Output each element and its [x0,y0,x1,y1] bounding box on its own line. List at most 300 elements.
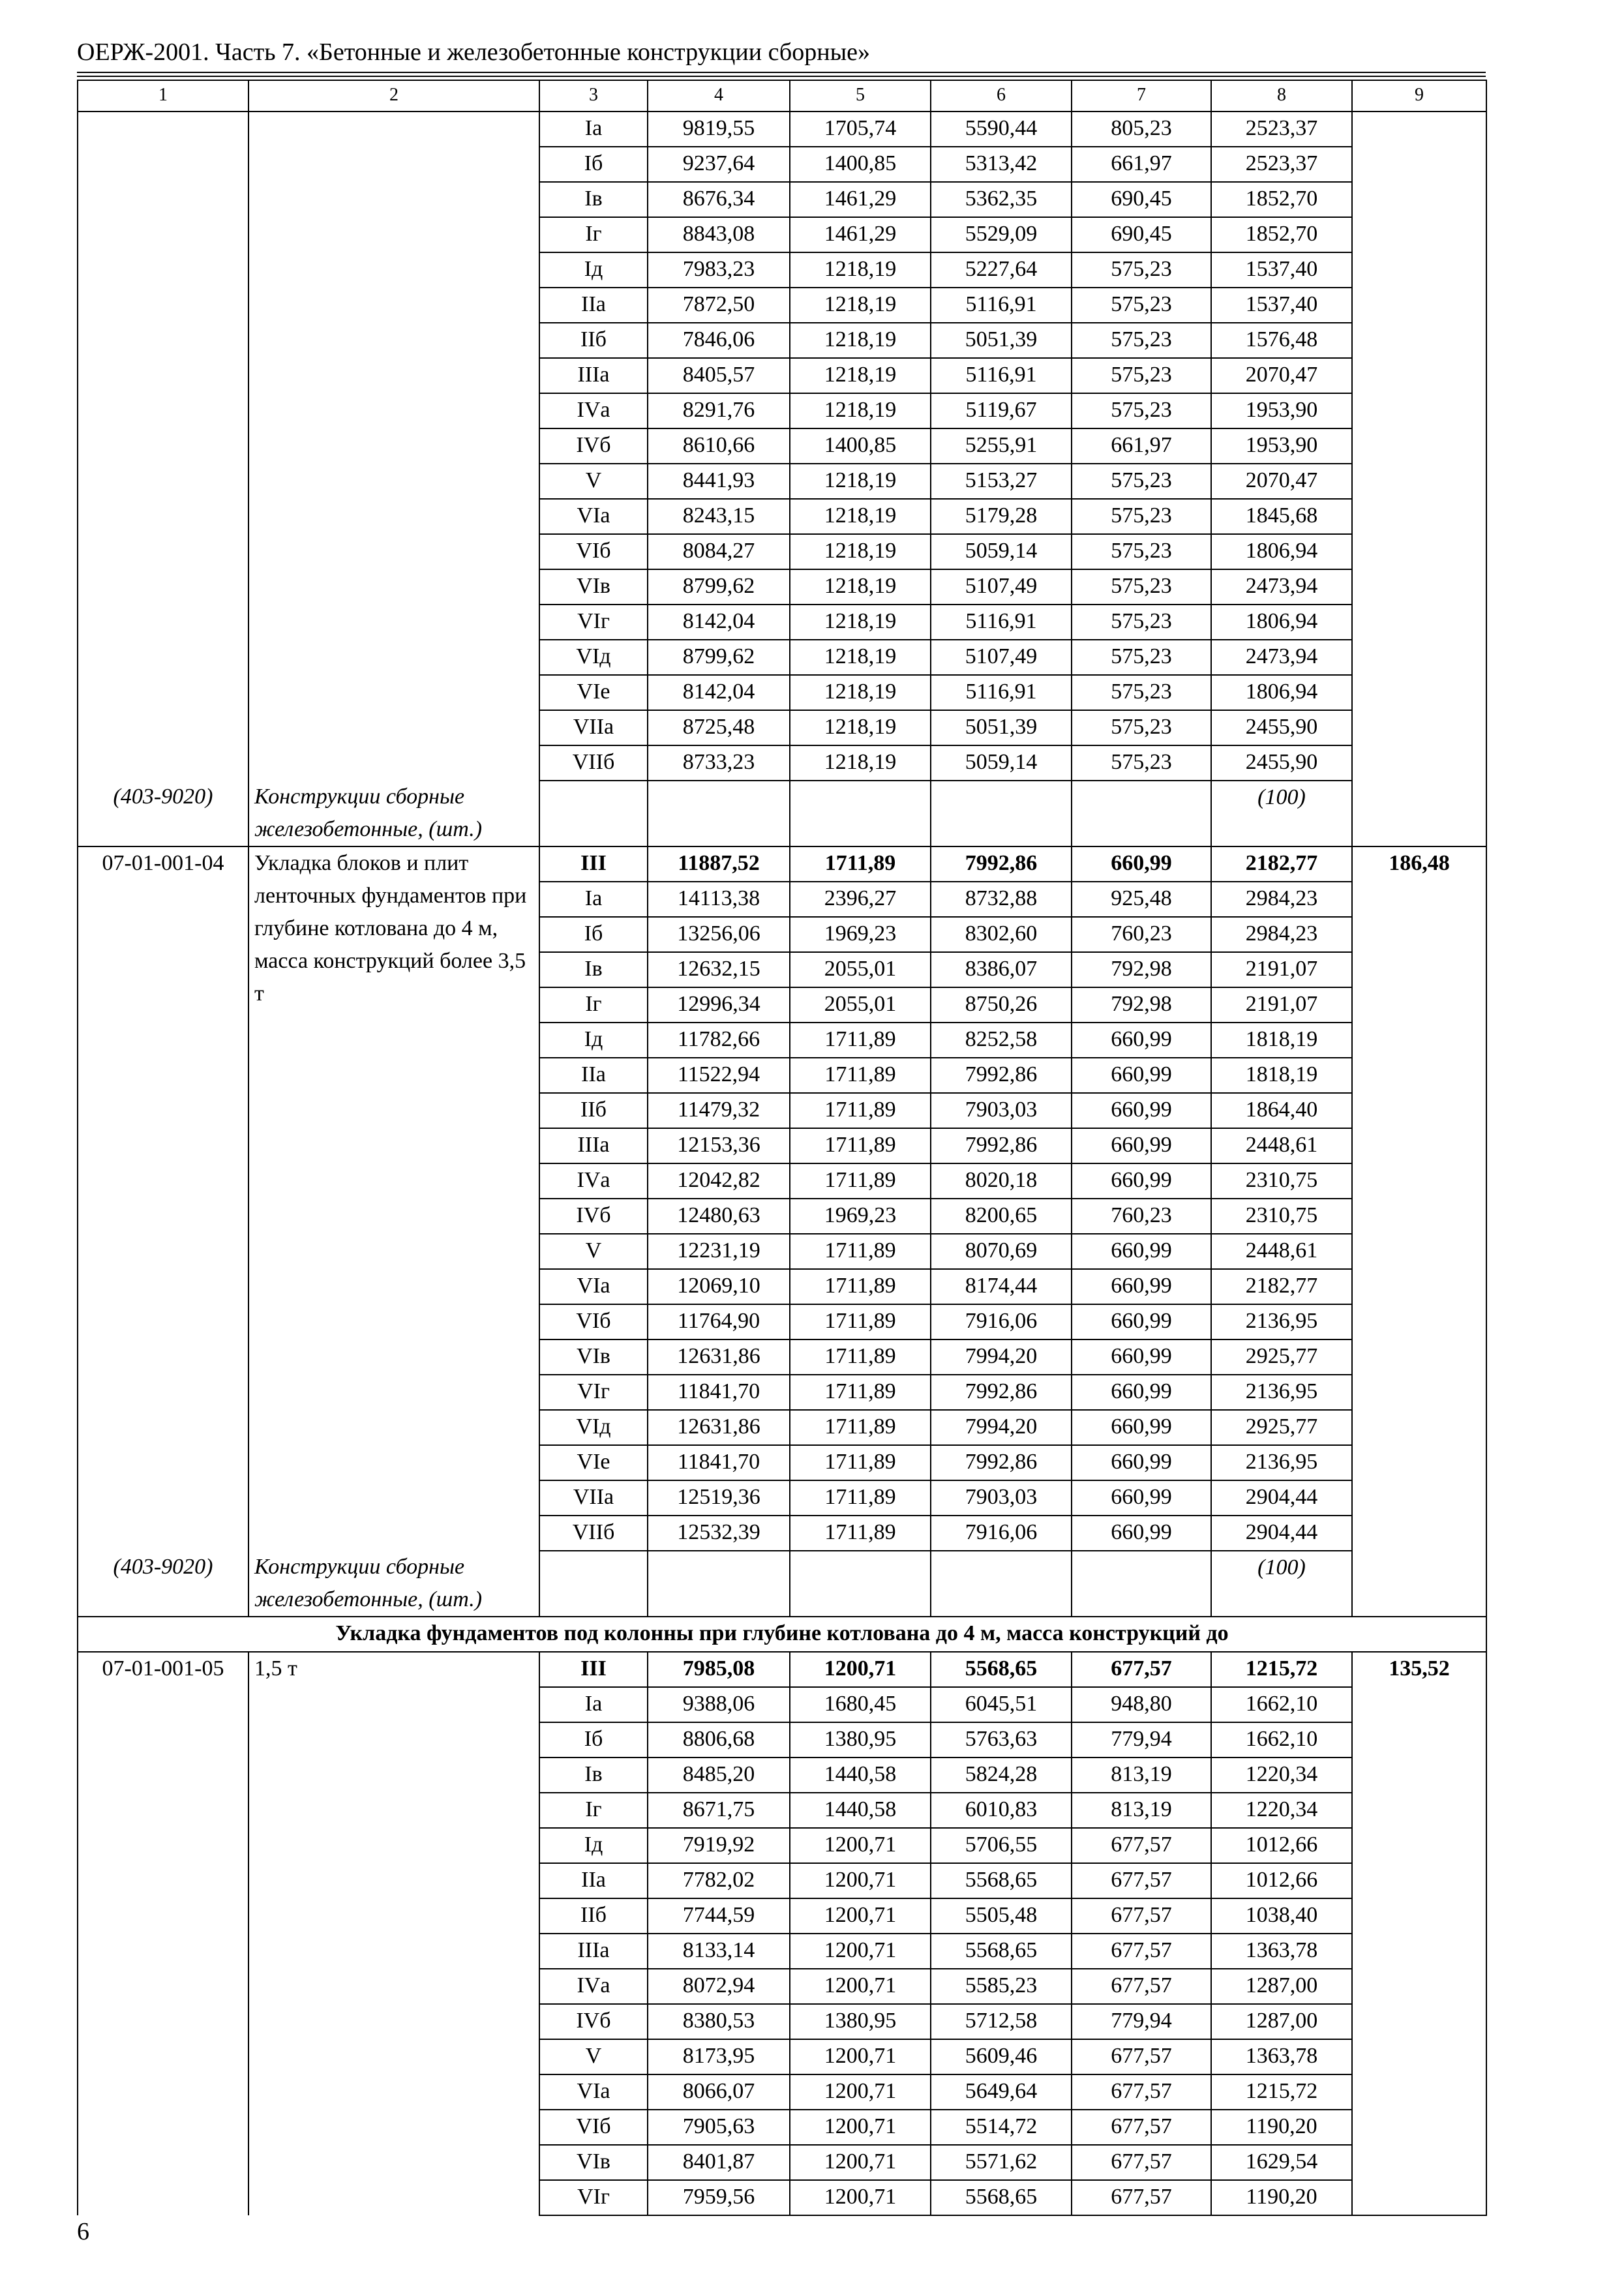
value-cell: 1711,89 [790,1339,931,1375]
value-cell: 5255,91 [931,428,1072,464]
rate-description: Укладка блоков и плит ленточных фундаментов при глубине котлована до 4 м, масса конструкций более 3,5 т [248,846,539,1551]
value-cell: 5119,67 [931,393,1072,428]
value-cell: 8750,26 [931,987,1072,1023]
zone-cell: VIа [539,499,648,534]
value-cell: 8084,27 [648,534,790,569]
value-cell: 11764,90 [648,1304,790,1339]
value-cell: 1711,89 [790,1163,931,1199]
value-cell: 8843,08 [648,217,790,252]
value-cell: 5051,39 [931,323,1072,358]
value-cell: 7985,08 [648,1652,790,1687]
value-cell: 1662,10 [1211,1687,1352,1722]
value-cell: 1218,19 [790,675,931,710]
value-cell: 2984,23 [1211,882,1352,917]
footer-code: (403-9020) [78,781,248,846]
value-cell: 677,57 [1072,1969,1211,2004]
value-cell: 1629,54 [1211,2145,1352,2180]
value-cell: 7846,06 [648,323,790,358]
value-cell: 8806,68 [648,1722,790,1758]
value-cell: 7992,86 [931,1445,1072,1480]
table-row-main [78,1652,1486,1687]
footer-quantity: (100) [1211,1551,1352,1617]
value-cell: 7992,86 [931,1128,1072,1163]
zone-cell: VIе [539,1445,648,1480]
value-cell: 8725,48 [648,710,790,745]
value-cell: 7994,20 [931,1410,1072,1445]
value-cell: 8243,15 [648,499,790,534]
value-cell: 2396,27 [790,882,931,917]
value-cell: 8380,53 [648,2004,790,2039]
value-cell: 5227,64 [931,252,1072,288]
rate-code [78,112,248,781]
value-cell: 660,99 [1072,1269,1211,1304]
zone-cell: VIв [539,2145,648,2180]
value-cell: 2473,94 [1211,640,1352,675]
value-cell: 5568,65 [931,1863,1072,1898]
value-cell: 1705,74 [790,112,931,147]
value-cell: 2310,75 [1211,1199,1352,1234]
value-cell: 1711,89 [790,1023,931,1058]
value-cell: 1218,19 [790,464,931,499]
value-cell: 5059,14 [931,534,1072,569]
zone-cell: IVб [539,428,648,464]
value-cell: 575,23 [1072,675,1211,710]
value-cell: 5116,91 [931,288,1072,323]
zone-cell: VIб [539,534,648,569]
value-cell: 9388,06 [648,1687,790,1722]
value-cell: 1200,71 [790,1898,931,1934]
zone-cell: Iг [539,1793,648,1828]
value-cell: 660,99 [1072,1339,1211,1375]
value-cell: 2455,90 [1211,710,1352,745]
value-cell: 5153,27 [931,464,1072,499]
value-cell: 1200,71 [790,1969,931,2004]
value-cell: 5116,91 [931,675,1072,710]
value-cell: 2070,47 [1211,358,1352,393]
empty-cell [1072,1551,1211,1617]
zone-cell: VIг [539,605,648,640]
price-table [77,80,1487,2216]
value-cell: 660,99 [1072,1058,1211,1093]
footer-description: Конструкции сборные железобетонные, (шт.) [248,781,539,846]
value-cell: 1200,71 [790,1934,931,1969]
value-cell: 8252,58 [931,1023,1072,1058]
empty-cell [648,1551,790,1617]
value-cell: 660,99 [1072,1445,1211,1480]
value-cell: 8799,62 [648,569,790,605]
value-cell: 11841,70 [648,1445,790,1480]
page-number: 6 [77,2218,89,2245]
section-title: Укладка фундаментов под колонны при глубине котлована до 4 м, масса конструкций до [78,1617,1486,1652]
value-cell: 8020,18 [931,1163,1072,1199]
value-cell: 1461,29 [790,217,931,252]
value-cell: 8405,57 [648,358,790,393]
value-cell: 792,98 [1072,952,1211,987]
value-cell: 12231,19 [648,1234,790,1269]
value-cell: 5571,62 [931,2145,1072,2180]
value-cell: 1287,00 [1211,2004,1352,2039]
value-cell: 1537,40 [1211,252,1352,288]
value-cell: 677,57 [1072,1898,1211,1934]
value-cell: 7992,86 [931,1375,1072,1410]
value-cell: 12480,63 [648,1199,790,1234]
value-cell: 8386,07 [931,952,1072,987]
value-cell: 1711,89 [790,1410,931,1445]
value-cell: 8302,60 [931,917,1072,952]
zone-cell: Iг [539,987,648,1023]
value-cell: 1190,20 [1211,2110,1352,2145]
document-header: ОЕРЖ-2001. Часть 7. «Бетонные и железобетонные конструкции сборные» [77,38,870,66]
value-cell: 8441,93 [648,464,790,499]
zone-cell: Iв [539,1758,648,1793]
value-cell: 14113,38 [648,882,790,917]
value-cell: 1461,29 [790,182,931,217]
value-cell: 2925,77 [1211,1339,1352,1375]
value-cell: 9237,64 [648,147,790,182]
footer-row [78,1551,1486,1617]
col-number: 7 [1072,80,1211,112]
value-cell: 7992,86 [931,846,1072,882]
value-cell: 5568,65 [931,1934,1072,1969]
value-cell: 8485,20 [648,1758,790,1793]
value-cell: 6010,83 [931,1793,1072,1828]
zone-cell: IIа [539,288,648,323]
value-cell: 2448,61 [1211,1128,1352,1163]
zone-cell: Iб [539,147,648,182]
value-cell: 792,98 [1072,987,1211,1023]
zone-cell: VIб [539,2110,648,2145]
value-cell: 925,48 [1072,882,1211,917]
value-cell: 8610,66 [648,428,790,464]
col-number: 6 [931,80,1072,112]
value-cell: 1200,71 [790,2039,931,2074]
header-rule-2 [77,76,1486,77]
empty-cell [931,1551,1072,1617]
value-cell: 660,99 [1072,1234,1211,1269]
value-cell: 1711,89 [790,1516,931,1551]
empty-cell [648,781,790,846]
value-cell: 1380,95 [790,1722,931,1758]
value-cell: 12996,34 [648,987,790,1023]
value-cell: 1806,94 [1211,675,1352,710]
zone-cell: Iа [539,882,648,917]
value-cell: 575,23 [1072,710,1211,745]
value-cell: 1711,89 [790,1128,931,1163]
value-cell: 677,57 [1072,2180,1211,2215]
zone-cell: Iд [539,252,648,288]
value-cell: 7919,92 [648,1828,790,1863]
value-cell: 677,57 [1072,1934,1211,1969]
zone-cell: Iа [539,1687,648,1722]
zone-cell: VIе [539,675,648,710]
value-cell: 5116,91 [931,358,1072,393]
value-cell: 8142,04 [648,605,790,640]
value-cell: 5362,35 [931,182,1072,217]
value-cell: 12153,36 [648,1128,790,1163]
table-row [78,112,1486,147]
value-cell: 575,23 [1072,323,1211,358]
value-cell: 1287,00 [1211,1969,1352,2004]
value-cell: 8072,94 [648,1969,790,2004]
value-cell: 677,57 [1072,2145,1211,2180]
value-cell: 12519,36 [648,1480,790,1516]
value-cell: 5179,28 [931,499,1072,534]
value-cell: 1680,45 [790,1687,931,1722]
value-cell: 1969,23 [790,1199,931,1234]
value-cell: 12042,82 [648,1163,790,1199]
value-cell: 660,99 [1072,1375,1211,1410]
value-cell: 661,97 [1072,147,1211,182]
zone-cell: IIб [539,1093,648,1128]
value-cell: 12069,10 [648,1269,790,1304]
value-cell: 1200,71 [790,1828,931,1863]
value-cell: 660,99 [1072,1163,1211,1199]
rate-description [248,112,539,781]
value-cell: 7744,59 [648,1898,790,1934]
zone-cell: Iа [539,112,648,147]
value-cell: 1218,19 [790,534,931,569]
value-cell: 677,57 [1072,2039,1211,2074]
header-rule [77,72,1486,73]
zone-cell: Iв [539,952,648,987]
value-cell: 1038,40 [1211,1898,1352,1934]
value-cell: 1218,19 [790,288,931,323]
value-cell: 5824,28 [931,1758,1072,1793]
value-cell: 575,23 [1072,393,1211,428]
value-cell: 8070,69 [931,1234,1072,1269]
zone-cell: IIб [539,323,648,358]
value-cell: 1806,94 [1211,534,1352,569]
value-cell: 1818,19 [1211,1023,1352,1058]
zone-cell: VIIа [539,1480,648,1516]
value-cell: 5505,48 [931,1898,1072,1934]
value-cell: 1711,89 [790,1269,931,1304]
value-cell: 677,57 [1072,1863,1211,1898]
value-cell: 5590,44 [931,112,1072,147]
value-cell: 1220,34 [1211,1793,1352,1828]
value-cell: 660,99 [1072,1516,1211,1551]
zone-cell: IIIа [539,1128,648,1163]
value-cell: 1845,68 [1211,499,1352,534]
value-cell: 7916,06 [931,1516,1072,1551]
value-cell: 1012,66 [1211,1863,1352,1898]
value-cell: 1440,58 [790,1793,931,1828]
zone-cell: Iд [539,1023,648,1058]
value-cell: 1218,19 [790,640,931,675]
value-cell: 8291,76 [648,393,790,428]
zone-cell: III [539,846,648,882]
value-cell: 2136,95 [1211,1304,1352,1339]
value-cell: 779,94 [1072,1722,1211,1758]
empty-cell [790,781,931,846]
value-cell: 7916,06 [931,1304,1072,1339]
value-cell: 5107,49 [931,569,1072,605]
value-cell: 813,19 [1072,1793,1211,1828]
empty-cell [1072,781,1211,846]
col-number: 9 [1352,80,1486,112]
col-number: 5 [790,80,931,112]
value-cell: 1576,48 [1211,323,1352,358]
zone-cell: Iд [539,1828,648,1863]
value-cell: 760,23 [1072,917,1211,952]
value-cell: 1218,19 [790,252,931,288]
col-number: 3 [539,80,648,112]
empty-cell [539,781,648,846]
value-cell: 575,23 [1072,605,1211,640]
value-cell: 1218,19 [790,745,931,781]
value-cell: 1852,70 [1211,217,1352,252]
value-cell: 2055,01 [790,987,931,1023]
value-cell: 8173,95 [648,2039,790,2074]
value-cell: 7983,23 [648,252,790,288]
value-cell: 7782,02 [648,1863,790,1898]
zone-cell: VIг [539,2180,648,2215]
zone-cell: Iг [539,217,648,252]
value-cell: 575,23 [1072,640,1211,675]
value-cell: 5313,42 [931,147,1072,182]
value-cell: 8732,88 [931,882,1072,917]
value-cell: 1218,19 [790,358,931,393]
value-cell: 677,57 [1072,1652,1211,1687]
value-cell: 7994,20 [931,1339,1072,1375]
zone-cell: IVа [539,1163,648,1199]
value-cell: 8671,75 [648,1793,790,1828]
value-cell: 1220,34 [1211,1758,1352,1793]
col-number: 8 [1211,80,1352,112]
zone-cell: VIа [539,2074,648,2110]
value-cell: 575,23 [1072,745,1211,781]
footer-code: (403-9020) [78,1551,248,1617]
zone-cell: III [539,1652,648,1687]
value-cell: 1200,71 [790,2180,931,2215]
value-cell: 5107,49 [931,640,1072,675]
value-cell: 1953,90 [1211,428,1352,464]
value-cell: 575,23 [1072,569,1211,605]
column-number-row [78,80,1486,112]
value-cell: 2448,61 [1211,1234,1352,1269]
value-cell: 7992,86 [931,1058,1072,1093]
value-cell: 1380,95 [790,2004,931,2039]
value-cell: 1711,89 [790,1375,931,1410]
value-cell: 7903,03 [931,1480,1072,1516]
value-cell: 1711,89 [790,1234,931,1269]
value-cell: 1711,89 [790,1445,931,1480]
value-cell: 5529,09 [931,217,1072,252]
zone-cell: VIб [539,1304,648,1339]
value-cell: 5116,91 [931,605,1072,640]
zone-cell: IIб [539,1898,648,1934]
zone-cell: VIIб [539,745,648,781]
value-cell: 660,99 [1072,1410,1211,1445]
value-cell: 2070,47 [1211,464,1352,499]
zone-cell: V [539,1234,648,1269]
value-cell: 5585,23 [931,1969,1072,2004]
value-cell: 9819,55 [648,112,790,147]
value-cell: 660,99 [1072,846,1211,882]
zone-cell: VIд [539,1410,648,1445]
value-cell: 2136,95 [1211,1375,1352,1410]
value-cell: 1200,71 [790,1652,931,1687]
value-cell: 7959,56 [648,2180,790,2215]
value-cell: 7905,63 [648,2110,790,2145]
zone-cell: IVа [539,1969,648,2004]
value-cell: 661,97 [1072,428,1211,464]
value-cell: 8676,34 [648,182,790,217]
value-cell: 11782,66 [648,1023,790,1058]
value-cell: 2182,77 [1211,1269,1352,1304]
value-cell: 1200,71 [790,2074,931,2110]
value-cell: 2904,44 [1211,1480,1352,1516]
value-cell: 1818,19 [1211,1058,1352,1093]
value-cell: 677,57 [1072,1828,1211,1863]
value-cell: 575,23 [1072,252,1211,288]
value-cell: 660,99 [1072,1480,1211,1516]
value-cell: 11841,70 [648,1375,790,1410]
value-cell: 13256,06 [648,917,790,952]
value-cell: 575,23 [1072,534,1211,569]
value-cell: 11887,52 [648,846,790,882]
rate-code: 07-01-001-04 [78,846,248,1551]
zone-cell: VIг [539,1375,648,1410]
footer-quantity: (100) [1211,781,1352,846]
value-cell: 660,99 [1072,1023,1211,1058]
value-cell: 8133,14 [648,1934,790,1969]
value-cell: 1711,89 [790,1480,931,1516]
value-cell: 2984,23 [1211,917,1352,952]
labor-cost [1352,112,1486,846]
zone-cell: Iв [539,182,648,217]
value-cell: 2455,90 [1211,745,1352,781]
value-cell: 1200,71 [790,2145,931,2180]
value-cell: 805,23 [1072,112,1211,147]
value-cell: 575,23 [1072,499,1211,534]
value-cell: 12632,15 [648,952,790,987]
value-cell: 5712,58 [931,2004,1072,2039]
value-cell: 948,80 [1072,1687,1211,1722]
footer-row [78,781,1486,846]
col-number: 2 [248,80,539,112]
value-cell: 5051,39 [931,710,1072,745]
empty-cell [539,1551,648,1617]
value-cell: 1190,20 [1211,2180,1352,2215]
value-cell: 660,99 [1072,1304,1211,1339]
value-cell: 1711,89 [790,846,931,882]
value-cell: 2182,77 [1211,846,1352,882]
value-cell: 8401,87 [648,2145,790,2180]
value-cell: 1852,70 [1211,182,1352,217]
value-cell: 8200,65 [931,1199,1072,1234]
value-cell: 1969,23 [790,917,931,952]
value-cell: 2904,44 [1211,1516,1352,1551]
value-cell: 1012,66 [1211,1828,1352,1863]
value-cell: 5514,72 [931,2110,1072,2145]
value-cell: 8799,62 [648,640,790,675]
footer-description: Конструкции сборные железобетонные, (шт.) [248,1551,539,1617]
value-cell: 5706,55 [931,1828,1072,1863]
value-cell: 12631,86 [648,1410,790,1445]
zone-cell: Iб [539,1722,648,1758]
zone-cell: IIIа [539,1934,648,1969]
value-cell: 5609,46 [931,2039,1072,2074]
value-cell: 2191,07 [1211,987,1352,1023]
value-cell: 1200,71 [790,1863,931,1898]
value-cell: 760,23 [1072,1199,1211,1234]
col-number: 4 [648,80,790,112]
zone-cell: V [539,464,648,499]
value-cell: 690,45 [1072,217,1211,252]
value-cell: 2523,37 [1211,147,1352,182]
value-cell: 1711,89 [790,1058,931,1093]
